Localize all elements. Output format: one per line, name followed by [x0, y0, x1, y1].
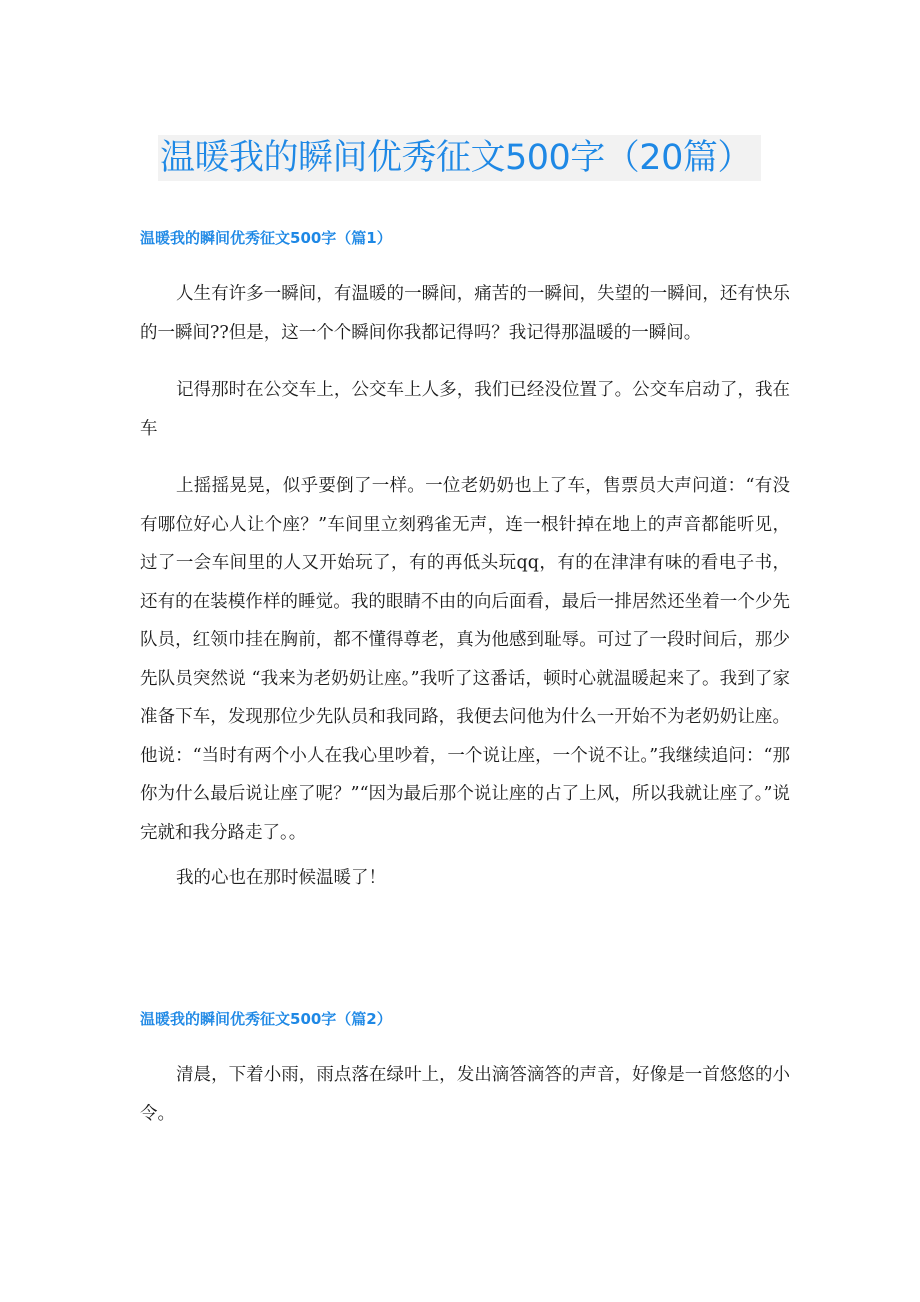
- paragraph: 记得那时在公交车上，公交车上人多，我们已经没位置了。公交车启动了，我在车: [140, 380, 790, 439]
- section-heading-1: 温暖我的瞬间优秀征文500字（篇1）: [140, 229, 392, 247]
- paragraph: 人生有许多一瞬间，有温暖的一瞬间，痛苦的一瞬间，失望的一瞬间，还有快乐的一瞬间??但是，这一个个瞬间你我都记得吗？我记得那温暖的一瞬间。: [140, 284, 790, 343]
- page-title-box: [158, 135, 761, 181]
- page-title: 温暖我的瞬间优秀征文500字（20篇）: [160, 138, 752, 178]
- section-heading-2: 温暖我的瞬间优秀征文500字（篇2）: [140, 1010, 392, 1028]
- paragraph: 清晨，下着小雨，雨点落在绿叶上，发出滴答滴答的声音，好像是一首悠悠的小令。: [140, 1065, 790, 1124]
- paragraph: 上摇摇晃晃，似乎要倒了一样。一位老奶奶也上了车，售票员大声问道：“有没有哪位好心人让个座？”车间里立刻鸦雀无声，连一根针掉在地上的声音都能听见，过了一会车间里的人又开始玩了，有的再低头玩qq，有的在津津有味的看电子书，还有的在装模作样的睡觉。我的眼睛不由的向后面看，最后一排居然还坐着一个少先队员，红领巾挂在胸前，都不懂得尊老，真为他感到耻辱。可过了一段时间后，那少先队员突然说 “我来为老奶奶让座。”我听了这番话，顿时心就温暖起来了。我到了家准备下车，发现那位少先队员和我同路，我便去问他为什么一开始不为老奶奶让座。他说：“当时有两个小人在我心里吵着，一个说让座，一个说不让。”我继续追问：“那你为什么最后说让座了呢？”“因为最后那个说让座的占了上风，所以我就让座了。”说完就和我分路走了。。: [140, 476, 790, 843]
- paragraph: 我的心也在那时候温暖了！: [176, 868, 386, 888]
